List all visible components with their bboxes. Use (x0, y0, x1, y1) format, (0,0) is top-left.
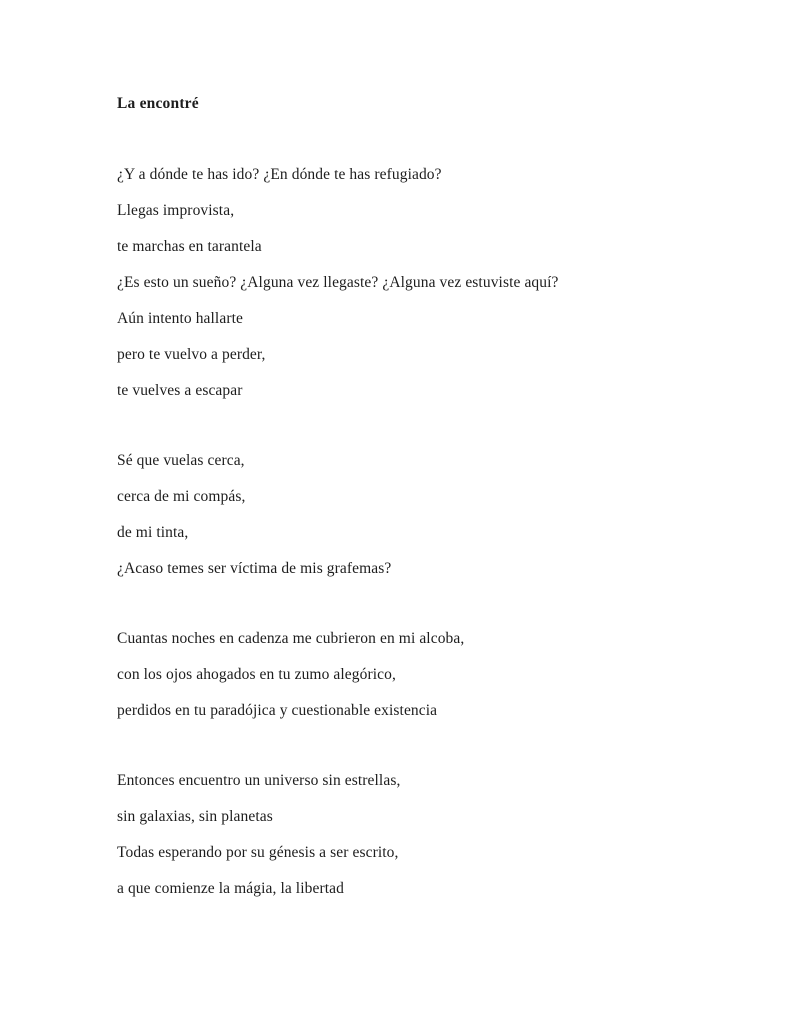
poem-stanza (117, 443, 741, 587)
poem-line: de mi tinta, (117, 524, 189, 541)
poem-line: Sé que vuelas cerca, (117, 452, 245, 469)
poem-line: Entonces encuentro un universo sin estrellas, (117, 772, 401, 789)
poem-line: te vuelves a escapar (117, 382, 243, 399)
poem-line: a que comienze la mágia, la libertad (117, 880, 344, 897)
poem-line: con los ojos ahogados en tu zumo alegórico, (117, 666, 396, 683)
poem-line: te marchas en tarantela (117, 238, 262, 255)
poem-line: Llegas improvista, (117, 202, 235, 219)
poem-line: sin galaxias, sin planetas (117, 808, 273, 825)
poem-line: pero te vuelvo a perder, (117, 346, 266, 363)
poem-stanza (117, 157, 741, 409)
poem-line: ¿Es esto un sueño? ¿Alguna vez llegaste? ¿Alguna vez estuviste aquí? (117, 274, 559, 291)
poem-line: ¿Y a dónde te has ido? ¿En dónde te has refugiado? (117, 166, 442, 183)
poem-line: Aún intento hallarte (117, 310, 243, 327)
poem-line: Cuantas noches en cadenza me cubrieron en mi alcoba, (117, 630, 465, 647)
poem-title: La encontré (117, 95, 199, 112)
poem-stanza (117, 621, 741, 729)
poem-line: Todas esperando por su génesis a ser escrito, (117, 844, 399, 861)
poem-body (117, 157, 741, 907)
poem-stanza (117, 763, 741, 907)
poem-line: ¿Acaso temes ser víctima de mis grafemas? (117, 560, 392, 577)
poem-line: cerca de mi compás, (117, 488, 246, 505)
poem-line: perdidos en tu paradójica y cuestionable existencia (117, 702, 438, 719)
poem-content (117, 86, 741, 941)
